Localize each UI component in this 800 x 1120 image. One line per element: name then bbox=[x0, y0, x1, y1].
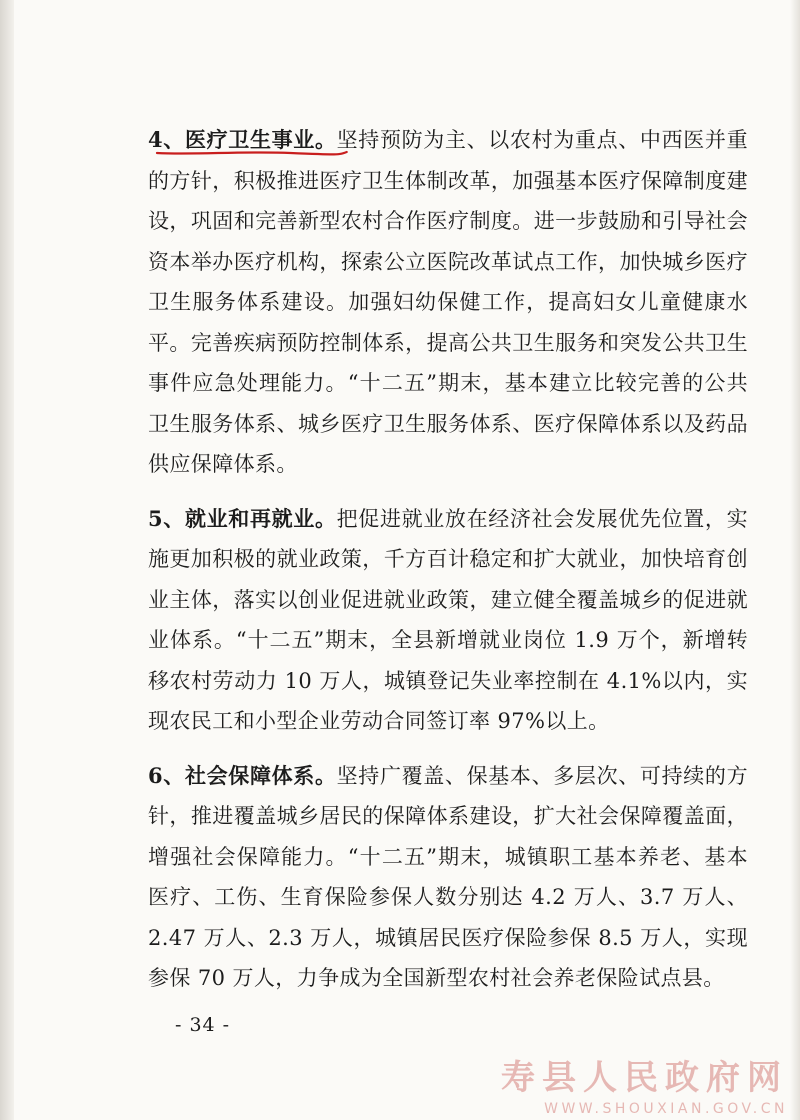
paragraph-number: 5、 bbox=[148, 505, 185, 531]
paragraph-heading: 医疗卫生事业。 bbox=[185, 127, 337, 152]
scan-edge-left bbox=[0, 0, 14, 1120]
document-body bbox=[148, 120, 748, 1013]
paragraph-employment bbox=[148, 499, 748, 742]
paragraph-heading: 社会保障体系。 bbox=[184, 762, 337, 788]
paragraph-medical-health bbox=[148, 120, 748, 485]
watermark-url: WWW.SHOUXIAN.GOV.CN bbox=[544, 1101, 788, 1117]
paragraph-text: 坚持广覆盖、保基本、多层次、可持续的方针，推进覆盖城乡居民的保障体系建设，扩大社会保障覆盖面，增强社会保障能力。“十二五”期末，城镇职工基本养老、基本医疗、工伤、生育保险参保人数分别达 4.2 万人、3.7 万人、2.47 万人、2.3 万人，城镇居民医疗保险参保 8.5 万人，实现参保 70 万人，力争成为全国新型农村社会养老保险试点县。 bbox=[148, 763, 748, 990]
watermark-title: 寿县人民政府网 bbox=[501, 1058, 788, 1098]
page-number: - 34 - bbox=[175, 1014, 231, 1036]
paragraph-text: 把促进就业放在经济社会发展优先位置，实施更加积极的就业政策，千方百计稳定和扩大就业，加快培育创业主体，落实以创业促进就业政策，建立健全覆盖城乡的促进就业体系。“十二五”期末，全县新增就业岗位 1.9 万个，新增转移农村劳动力 10 万人，城镇登记失业率控制在 4.1%以内，实现农民工和小型企业劳动合同签订率 97%以上。 bbox=[148, 506, 748, 733]
scan-edge-right bbox=[790, 0, 800, 1120]
red-underline-annotation bbox=[155, 150, 349, 156]
paragraph-social-security bbox=[148, 756, 748, 999]
site-watermark bbox=[501, 1050, 788, 1117]
paragraph-number: 6、 bbox=[148, 762, 185, 788]
paragraph-heading: 就业和再就业。 bbox=[184, 505, 337, 531]
paragraph-text: 坚持预防为主、以农村为重点、中西医并重的方针，积极推进医疗卫生体制改革，加强基本医疗保障制度建设，巩固和完善新型农村合作医疗制度。进一步鼓励和引导社会资本举办医疗机构，探索公立医院改革试点工作，加快城乡医疗卫生服务体系建设。加强妇幼保健工作，提高妇女儿童健康水平。完善疾病预防控制体系，提高公共卫生服务和突发公共卫生事件应急处理能力。“十二五”期末，基本建立比较完善的公共卫生服务体系、城乡医疗卫生服务体系、医疗保障体系以及药品供应保障体系。 bbox=[148, 128, 748, 476]
paragraph-number: 4、 bbox=[148, 127, 185, 152]
